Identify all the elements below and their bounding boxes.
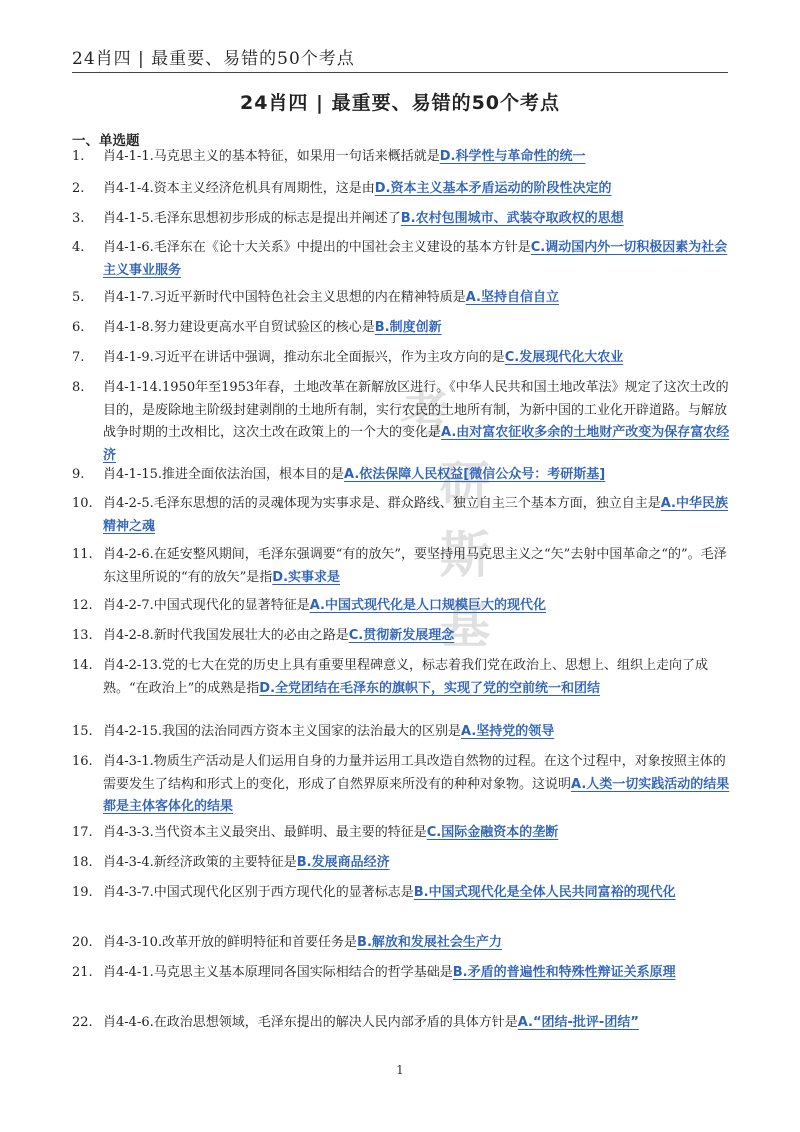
question-body — [103, 1012, 732, 1035]
answer-text: A.依法保障人民权益[微信公众号：考研斯基] — [344, 467, 606, 482]
question-number: 7. — [72, 350, 85, 365]
question-body — [103, 237, 732, 282]
watermark-char: 基 — [440, 595, 490, 654]
question-item — [72, 1012, 732, 1035]
question-body — [103, 287, 732, 310]
question-text: 在延安整风期间，毛泽东强调要“有的放矢”，要坚持用马克思主义之“矢”去射中国革命之“的”。毛泽东这里所说的“有的放矢”是指 — [103, 547, 727, 585]
question-code: 肖4-2-15. — [103, 724, 163, 739]
answer-text: D.资本主义基本矛盾运动的阶段性决定的 — [374, 181, 612, 196]
question-text: 新经济政策的主要特征是 — [153, 855, 297, 870]
question-text: 习近平在讲话中强调，推动东北全面振兴，作为主攻方向的是 — [153, 350, 505, 365]
question-code: 肖4-1-1. — [103, 149, 154, 164]
answer-text: C.发展现代化大农业 — [504, 350, 624, 365]
question-item — [72, 595, 732, 618]
question-text: 马克思主义基本原理同各国实际相结合的哲学基础是 — [153, 965, 453, 980]
question-body — [103, 751, 732, 819]
question-number: 9. — [72, 467, 85, 482]
section-heading: 一、单选题 — [72, 133, 140, 149]
question-number: 4. — [72, 240, 85, 255]
question-item — [72, 544, 732, 589]
question-text: 毛泽东思想的活的灵魂体现为实事求是、群众路线、独立自主三个基本方面，独立自主是 — [153, 496, 661, 511]
question-body — [103, 625, 732, 648]
question-text: 在政治思想领域，毛泽东提出的解决人民内部矛盾的具体方针是 — [153, 1015, 518, 1030]
question-code: 肖4-2-8. — [103, 628, 154, 643]
question-number: 17. — [72, 825, 93, 840]
question-text: 新时代我国发展壮大的必由之路是 — [153, 628, 349, 643]
answer-text: A.人类一切实践活动的结果都是主体客体化的结果 — [103, 776, 730, 814]
question-text: 中国式现代化区别于西方现代化的显著标志是 — [153, 885, 414, 900]
question-number: 11. — [72, 547, 93, 562]
question-text: 毛泽东在《论十大关系》中提出的中国社会主义建设的基本方针是 — [153, 240, 531, 255]
question-code: 肖4-1-6. — [103, 240, 154, 255]
question-body — [103, 317, 732, 340]
question-code: 肖4-1-8. — [103, 320, 154, 335]
question-item — [72, 208, 732, 231]
question-code: 肖4-2-7. — [103, 598, 154, 613]
watermark-char: 考 — [400, 385, 450, 444]
question-code: 肖4-1-7. — [103, 290, 154, 305]
question-text: 物质生产活动是人们运用自身的力量并运用工具改造自然物的过程。在这个过程中，对象按照主体的需要发生了结构和形式上的变化，形成了自然界原来所没有的种种对象物。这说明 — [103, 754, 726, 792]
watermark-char: 研 — [440, 455, 490, 514]
question-body — [103, 208, 732, 231]
answer-text: B.发展商品经济 — [296, 855, 390, 870]
question-text: 改革开放的鲜明特征和首要任务是 — [162, 935, 358, 950]
question-text: 努力建设更高水平自贸试验区的核心是 — [153, 320, 375, 335]
question-body — [103, 544, 732, 589]
answer-text: A.坚持自信自立 — [465, 290, 559, 305]
question-body — [103, 493, 732, 538]
question-text: 中国式现代化的显著特征是 — [153, 598, 310, 613]
question-text: 资本主义经济危机具有周期性，这是由 — [153, 181, 375, 196]
answer-text: C.国际金融资本的垄断 — [426, 825, 559, 840]
question-body — [103, 962, 732, 985]
question-body — [103, 146, 732, 169]
answer-text: C.贯彻新发展理念 — [348, 628, 455, 643]
question-number: 22. — [72, 1015, 93, 1030]
question-item — [72, 347, 732, 370]
watermark-char: 斯 — [440, 525, 490, 584]
page-number: 1 — [396, 1063, 404, 1077]
question-text: 推进全面依法治国，根本目的是 — [162, 467, 345, 482]
question-text: 党的七大在党的历史上具有重要里程碑意义，标志着我们党在政治上、思想上、组织上走向了成熟。“在政治上”的成熟是指 — [103, 658, 709, 696]
question-number: 19. — [72, 885, 93, 900]
answer-text: A.中国式现代化是人口规模巨大的现代化 — [309, 598, 546, 613]
question-body — [103, 347, 732, 370]
question-code: 肖4-3-10. — [103, 935, 163, 950]
question-number: 15. — [72, 724, 93, 739]
question-code: 肖4-3-4. — [103, 855, 154, 870]
question-item — [72, 625, 732, 648]
question-number: 12. — [72, 598, 93, 613]
question-item — [72, 146, 732, 169]
answer-text: A.由对富农征收多余的土地财产改变为保存富农经济 — [103, 425, 730, 463]
question-number: 1. — [72, 149, 85, 164]
answer-text: D.全党团结在毛泽东的旗帜下，实现了党的空前统一和团结 — [259, 680, 601, 696]
question-number: 3. — [72, 211, 85, 226]
question-number: 5. — [72, 290, 85, 305]
header-rule — [72, 72, 728, 73]
question-number: 16. — [72, 754, 93, 769]
question-text: 马克思主义的基本特征，如果用一句话来概括就是 — [153, 149, 440, 164]
question-code: 肖4-1-15. — [103, 467, 163, 482]
question-number: 18. — [72, 855, 93, 870]
answer-text: B.矛盾的普遍性和特殊性辩证关系原理 — [452, 965, 676, 980]
question-body — [103, 178, 732, 201]
question-item — [72, 655, 732, 700]
question-code: 肖4-3-1. — [103, 754, 154, 769]
question-code: 肖4-2-5. — [103, 496, 154, 511]
question-body — [103, 595, 732, 618]
question-number: 13. — [72, 628, 93, 643]
answer-text: A.“团结-批评-团结” — [517, 1015, 639, 1030]
question-text: 毛泽东思想初步形成的标志是提出并阐述了 — [153, 211, 401, 226]
answer-text: C.调动国内外一切积极因素为社会主义事业服务 — [103, 240, 728, 278]
question-text: 当代资本主义最突出、最鲜明、最主要的特征是 — [153, 825, 427, 840]
question-body — [103, 882, 732, 905]
question-number: 8. — [72, 380, 85, 395]
question-text: 1950年至1953年春，土地改革在新解放区进行。《中华人民共和国土地改革法》规定了这次土改的目的，是废除地主阶级封建剥削的土地所有制，实行农民的土地所有制，为新中国的工业化开辟道路。与解放战争时期的土改相比，这次土改在政策上的一个大的变化是 — [103, 380, 729, 440]
question-item — [72, 287, 732, 310]
question-body — [103, 721, 732, 744]
question-item — [72, 932, 732, 955]
question-number: 14. — [72, 658, 93, 673]
question-number: 2. — [72, 181, 85, 196]
answer-text: D.实事求是 — [272, 569, 341, 585]
answer-text: B.中国式现代化是全体人民共同富裕的现代化 — [413, 885, 676, 900]
question-item — [72, 464, 732, 487]
answer-text: D.科学性与革命性的统一 — [439, 149, 586, 164]
question-item — [72, 237, 732, 282]
question-code: 肖4-2-6. — [103, 547, 154, 562]
question-body — [103, 822, 732, 845]
question-body — [103, 464, 732, 487]
answer-text: B.农村包围城市、武装夺取政权的思想 — [400, 211, 624, 226]
question-text: 习近平新时代中国特色社会主义思想的内在精神特质是 — [153, 290, 466, 305]
question-item — [72, 178, 732, 201]
running-header: 24肖四 | 最重要、易错的50个考点 — [72, 49, 355, 69]
question-number: 6. — [72, 320, 85, 335]
question-item — [72, 751, 732, 819]
question-code: 肖4-3-3. — [103, 825, 154, 840]
question-item — [72, 882, 732, 905]
question-item — [72, 962, 732, 985]
question-code: 肖4-1-9. — [103, 350, 154, 365]
question-number: 20. — [72, 935, 93, 950]
answer-text: B.制度创新 — [374, 320, 442, 335]
question-code: 肖4-2-13. — [103, 658, 163, 673]
question-item — [72, 377, 732, 467]
answer-text: B.解放和发展社会生产力 — [357, 935, 502, 950]
doc-title: 24肖四 | 最重要、易错的50个考点 — [239, 92, 561, 114]
question-item — [72, 721, 732, 744]
answer-text: A.坚持党的领导 — [461, 724, 555, 739]
answer-text: A.中华民族精神之魂 — [103, 496, 728, 534]
question-body — [103, 655, 732, 700]
question-code: 肖4-1-5. — [103, 211, 154, 226]
question-number: 21. — [72, 965, 93, 980]
question-item — [72, 317, 732, 340]
question-code: 肖4-4-6. — [103, 1015, 154, 1030]
question-body — [103, 852, 732, 875]
question-item — [72, 852, 732, 875]
question-code: 肖4-1-14. — [103, 380, 163, 395]
question-text: 我国的法治同西方资本主义国家的法治最大的区别是 — [162, 724, 462, 739]
question-body — [103, 932, 732, 955]
question-item — [72, 822, 732, 845]
question-code: 肖4-4-1. — [103, 965, 154, 980]
question-body — [103, 377, 732, 467]
question-number: 10. — [72, 496, 93, 511]
question-code: 肖4-3-7. — [103, 885, 154, 900]
question-code: 肖4-1-4. — [103, 181, 154, 196]
question-item — [72, 493, 732, 538]
